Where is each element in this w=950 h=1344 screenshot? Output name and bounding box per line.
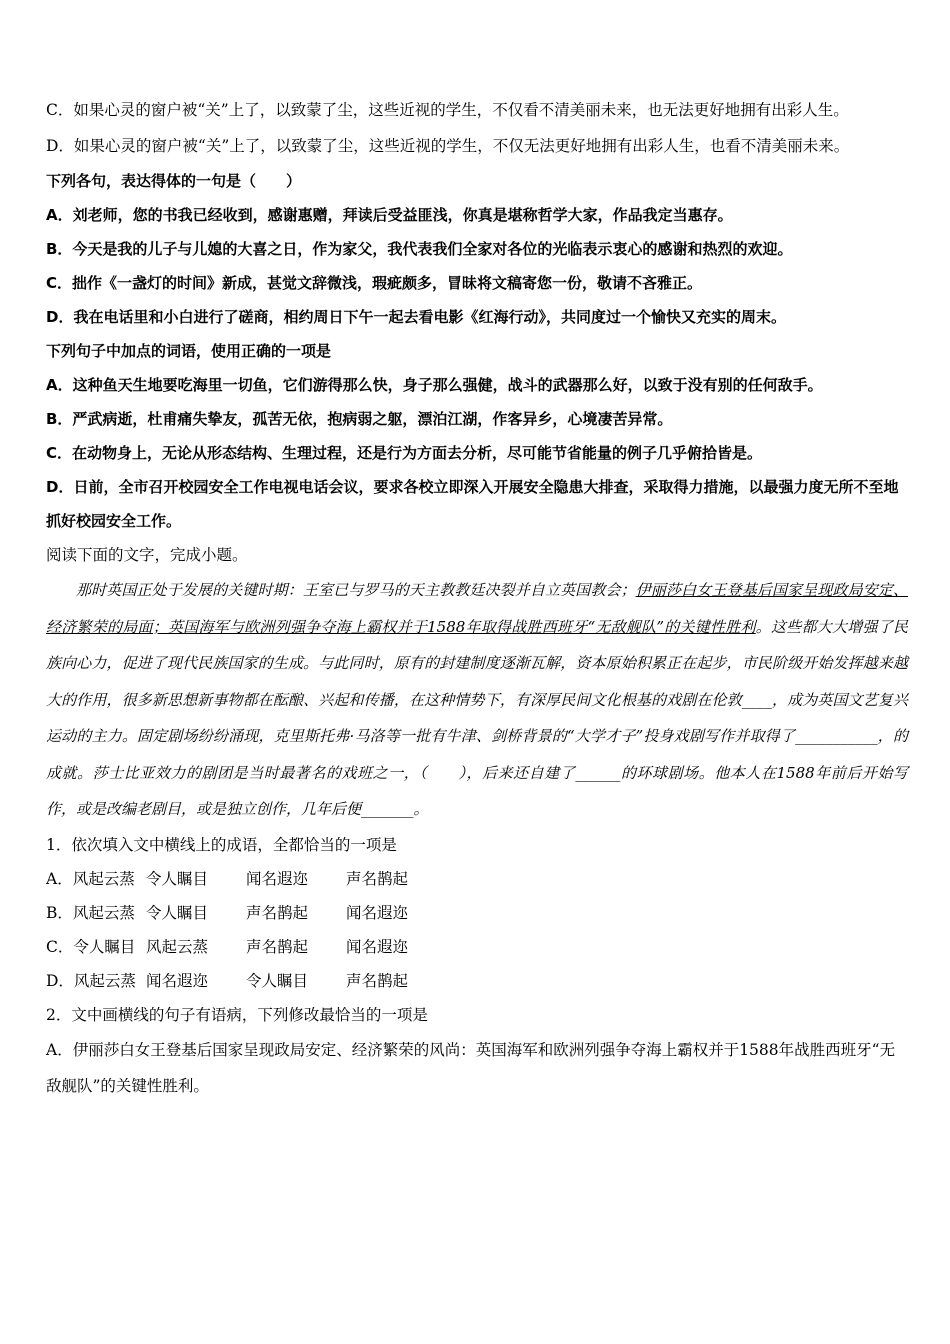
passage-rest: 。这些都大大增强了民族向心力，促进了现代民族国家的生成。与此同时，原有的封建制度逐渐瓦解，资本原始积累正在起步，市民阶级开始发挥越来越大的作用，很多新思想新事物都在酝酿、兴起和传播，在这种情势下，有深厚民间文化根基的戏剧在伦敦____，成为英国文艺复兴运动的主力。固定剧场纷纷涌现，克里斯托弗·马洛等一批有牛津、剑桥背景的“大学才子”投身戏剧写作并取得了___________，的成就。莎士比亚效力的剧团是当时最著名的戏班之一，（ ），后来还自建了______的环球剧场。他本人在1588年前后开始写作，或是改编老剧目，或是独立创作，几年后便_______。 <box>46 617 908 818</box>
appropriate-option-a: A．刘老师，您的书我已经收到，感谢惠赠，拜读后受益匪浅，你真是堪称哲学大家，作品我定当惠存。 <box>46 206 733 224</box>
prev-option-d: D．如果心灵的窗户被“关”上了，以致蒙了尘，这些近视的学生，不仅无法更好地拥有出彩人生，也看不清美丽未来。 <box>46 137 850 155</box>
passage-start: 那时英国正处于发展的关键时期：王室已与罗马的天主教教廷决裂并自立英国教会； <box>76 581 636 599</box>
q1-option-c <box>46 930 908 964</box>
appropriate-option-b: B．今天是我的儿子与儿媳的大喜之日，作为家父，我代表我们全家对各位的光临表示衷心的感谢和热烈的欢迎。 <box>46 240 793 258</box>
q1-c-1: C．令人瞩目 <box>46 937 136 956</box>
appropriate-option-d: D．我在电话里和小白进行了磋商，相约周日下午一起去看电影《红海行动》，共同度过一个愉快又充实的周末。 <box>46 308 786 326</box>
q1-c-3: 声名鹊起 <box>246 937 309 956</box>
q1-d-1: D．风起云蒸 <box>46 971 136 990</box>
reading-intro: 阅读下面的文字，完成小题。 <box>46 546 248 564</box>
q1-stem: 1．依次填入文中横线上的成语，全都恰当的一项是 <box>46 835 397 854</box>
q1-b-3: 声名鹊起 <box>246 903 309 922</box>
question-words-stem: 下列句子中加点的词语，使用正确的一项是 <box>46 342 332 360</box>
q2-stem: 2．文中画横线的句子有语病，下列修改最恰当的一项是 <box>46 1005 428 1024</box>
q1-option-b <box>46 896 908 930</box>
exam-page <box>46 92 908 1104</box>
q1-b-2: 令人瞩目 <box>146 903 209 922</box>
question-appropriate-stem: 下列各句，表达得体的一句是（ ） <box>46 172 302 190</box>
prev-option-c: C．如果心灵的窗户被“关”上了，以致蒙了尘，这些近视的学生，不仅看不清美丽未来，也无法更好地拥有出彩人生。 <box>46 101 849 119</box>
q1-b-1: B．风起云蒸 <box>46 903 135 922</box>
q1-option-d <box>46 964 908 998</box>
words-option-c: C．在动物身上，无论从形态结构、生理过程，还是行为方面去分析，尽可能节省能量的例子几乎俯拾皆是。 <box>46 444 763 462</box>
q2-option-a: A．伊丽莎白女王登基后国家呈现政局安定、经济繁荣的风尚：英国海军和欧洲列强争夺海上霸权并于1588年战胜西班牙“无敌舰队”的关键性胜利。 <box>46 1040 896 1095</box>
reading-passage <box>46 572 908 828</box>
q1-option-a <box>46 862 908 896</box>
passage-underlined-sentence: 伊丽莎白女王登基后国家呈现政局安定、经济繁荣的局面；英国海军与欧洲列强争夺海上霸权并于1588年取得战胜西班牙“无敌舰队”的关键性胜利 <box>46 581 908 636</box>
words-option-b: B．严武病逝，杜甫痛失挚友，孤苦无依，抱病弱之躯，漂泊江湖，作客异乡，心境凄苦异常。 <box>46 410 673 428</box>
words-option-d: D．日前，全市召开校园安全工作电视电话会议，要求各校立即深入开展安全隐患大排查，采取得力措施，以最强力度无所不至地抓好校园安全工作。 <box>46 478 899 530</box>
appropriate-option-c: C．拙作《一盏灯的时间》新成，甚觉文辞微浅，瑕疵颇多，冒昧将文稿寄您一份，敬请不吝雅正。 <box>46 274 703 292</box>
q1-a-1: A．风起云蒸 <box>46 869 135 888</box>
q1-a-4: 声名鹊起 <box>346 869 409 888</box>
q1-b-4: 闻名遐迩 <box>346 903 409 922</box>
q1-c-2: 风起云蒸 <box>146 937 209 956</box>
q1-d-4: 声名鹊起 <box>346 971 409 990</box>
q1-a-3: 闻名遐迩 <box>246 869 309 888</box>
q1-d-3: 令人瞩目 <box>246 971 309 990</box>
q1-d-2: 闻名遐迩 <box>146 971 209 990</box>
words-option-a: A．这种鱼天生地要吃海里一切鱼，它们游得那么快，身子那么强健，战斗的武器那么好，以致于没有别的任何敌手。 <box>46 376 823 394</box>
q1-c-4: 闻名遐迩 <box>346 937 409 956</box>
q1-a-2: 令人瞩目 <box>146 869 209 888</box>
